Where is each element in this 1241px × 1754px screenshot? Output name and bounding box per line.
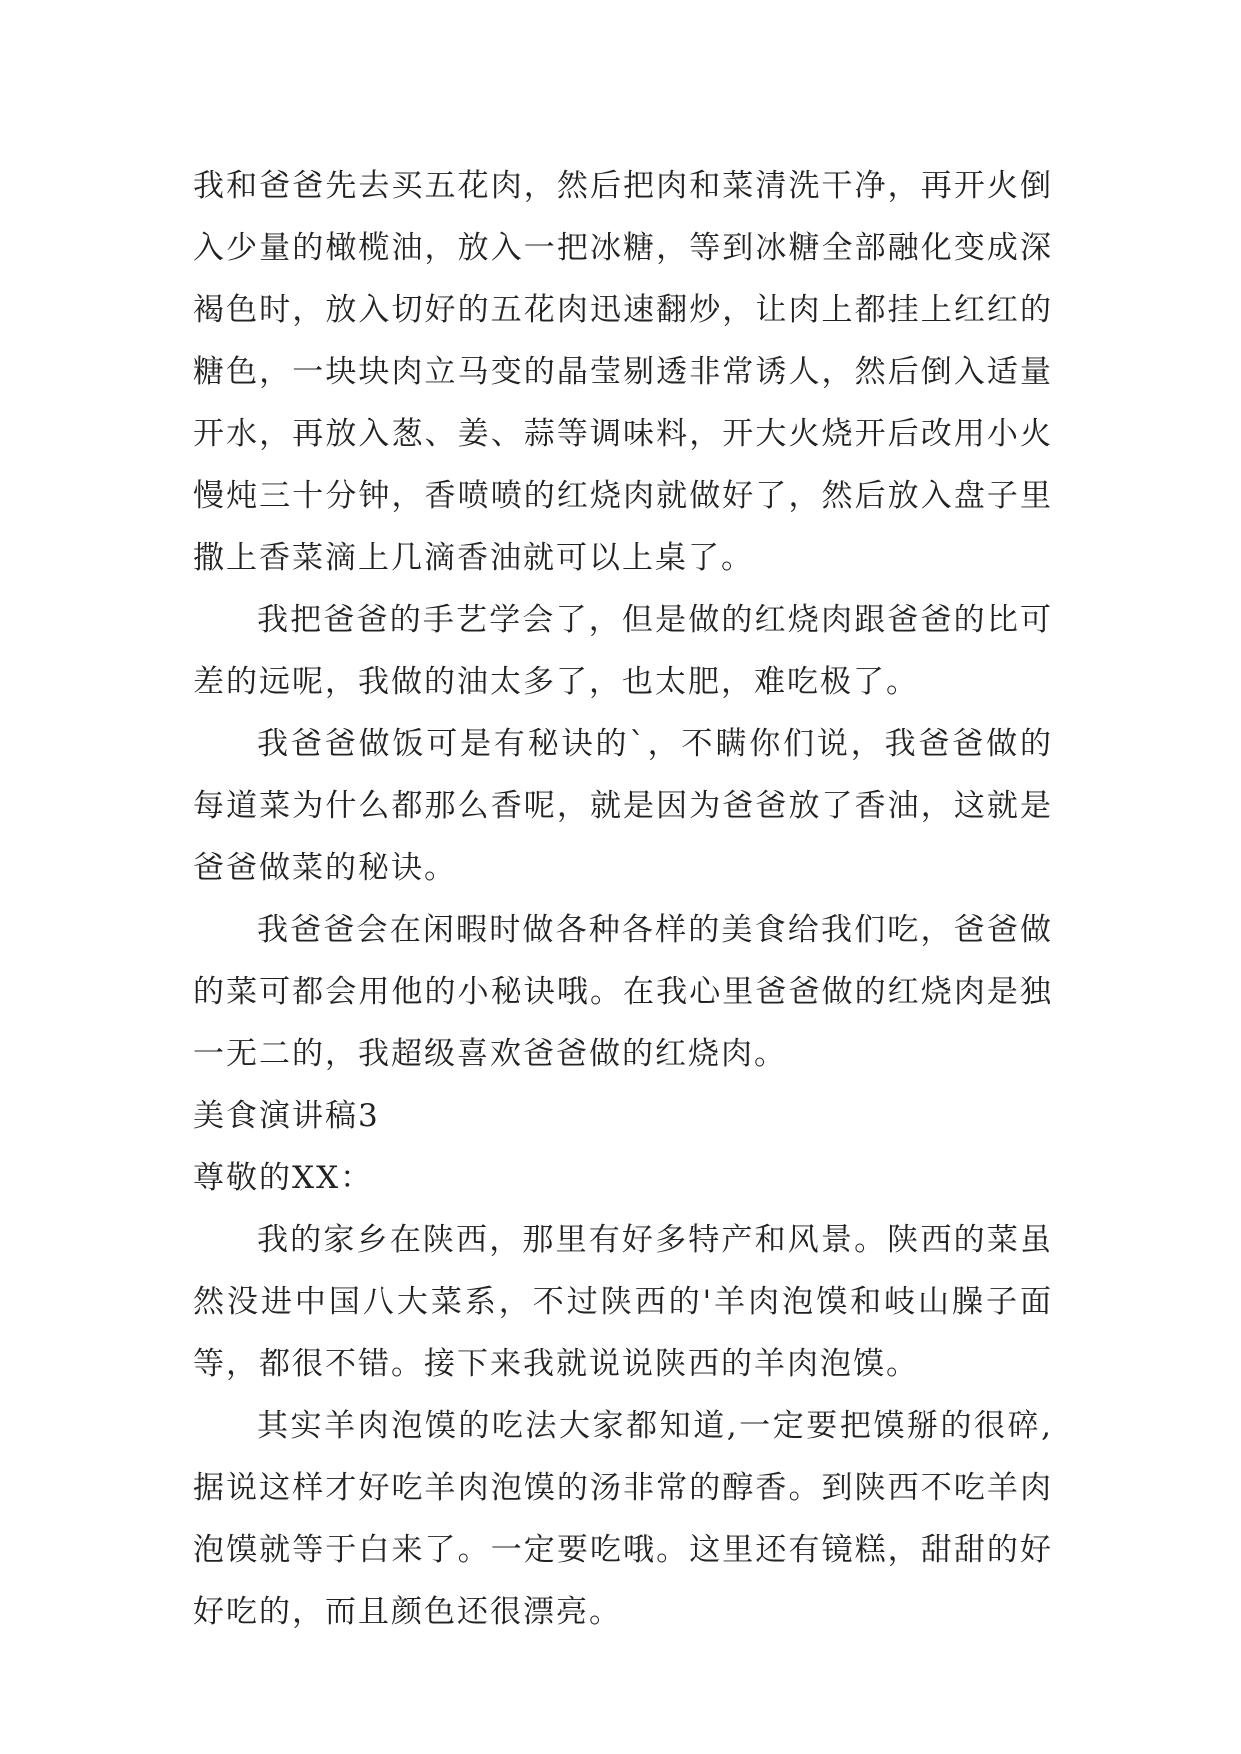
section-heading: 美食演讲稿3	[193, 1098, 380, 1134]
document-body	[193, 155, 1053, 1643]
salutation: 尊敬的XX：	[193, 1160, 374, 1196]
paragraph-hometown: 我的家乡在陕西，那里有好多特产和风景。陕西的菜虽然没进中国八大菜系，不过陕西的'羊肉泡馍和岐山臊子面等，都很不错。接下来我就说说陕西的羊肉泡馍。	[193, 1222, 1053, 1382]
paragraph-dad-cooks: 我爸爸会在闲暇时做各种各样的美食给我们吃，爸爸做的菜可都会用他的小秘诀哦。在我心里爸爸做的红烧肉是独一无二的，我超级喜欢爸爸做的红烧肉。	[193, 912, 1053, 1072]
paragraph-cooking-steps: 我和爸爸先去买五花肉，然后把肉和菜清洗干净，再开火倒入少量的橄榄油，放入一把冰糖，等到冰糖全部融化变成深褐色时，放入切好的五花肉迅速翻炒，让肉上都挂上红红的糖色，一块块肉立马变的晶莹剔透非常诱人，然后倒入适量开水，再放入葱、姜、蒜等调味料，开大火烧开后改用小火慢炖三十分钟，香喷喷的红烧肉就做好了，然后放入盘子里撒上香菜滴上几滴香油就可以上桌了。	[193, 168, 1053, 576]
paragraph-learned-skill: 我把爸爸的手艺学会了，但是做的红烧肉跟爸爸的比可差的远呢，我做的油太多了，也太肥，难吃极了。	[193, 602, 1053, 700]
paragraph-secret: 我爸爸做饭可是有秘诀的`，不瞒你们说，我爸爸做的每道菜为什么都那么香呢，就是因为爸爸放了香油，这就是爸爸做菜的秘诀。	[193, 726, 1053, 886]
paragraph-paomo: 其实羊肉泡馍的吃法大家都知道,一定要把馍掰的很碎,据说这样才好吃羊肉泡馍的汤非常的醇香。到陕西不吃羊肉泡馍就等于白来了。一定要吃哦。这里还有镜糕，甜甜的好好吃的，而且颜色还很漂亮。	[193, 1408, 1053, 1630]
